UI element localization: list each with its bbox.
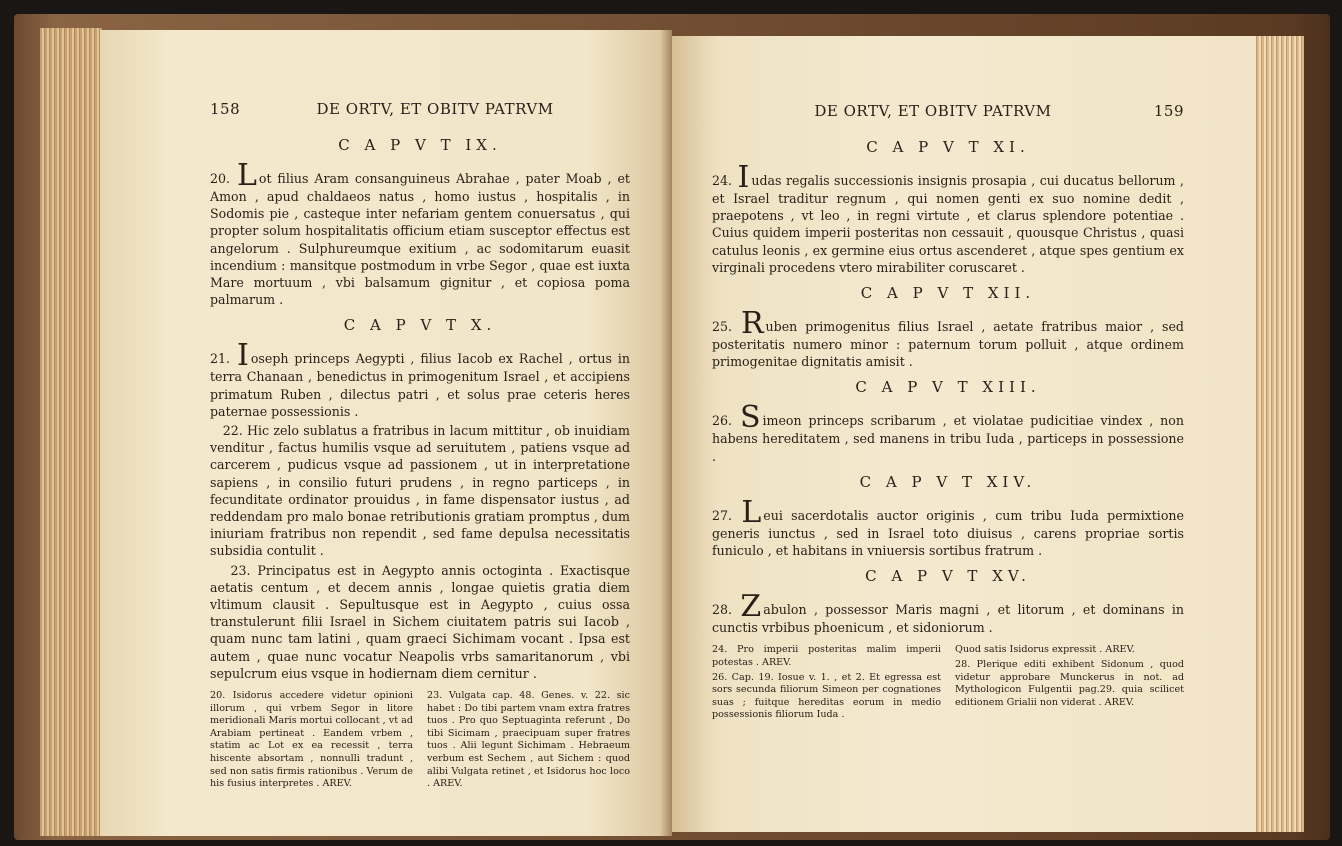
chapter-xii — [712, 284, 1184, 370]
right-running-title: DE ORTV, ET OBITV PATRVM — [814, 102, 1052, 120]
paragraph-number: 26. — [712, 413, 733, 429]
chapter-heading: C A P V T X. — [343, 316, 497, 335]
paragraph-text: imeon princeps scribarum , et violatae pudicitiae vindex , non habens hereditatem , sed manens in tribu Iuda , particeps in possessione . — [712, 413, 1184, 464]
initial-letter: I — [236, 338, 249, 374]
chapter-x — [210, 316, 630, 682]
left-footnotes — [210, 690, 630, 793]
initial-letter: R — [740, 306, 764, 342]
chapter-heading: C A P V T XIV. — [859, 472, 1037, 491]
paragraph-text: eui sacerdotalis auctor originis , cum tribu Iuda permixtione generis iunctus , sed in Israel toto diuisus , carens propriae sortis funiculo , et habitans in vniuersis sortibus fratrum . — [712, 507, 1184, 559]
chapter-heading: C A P V T XII. — [860, 284, 1036, 303]
chapter-heading: C A P V T XIII. — [855, 378, 1041, 397]
paragraph-20 — [210, 158, 630, 308]
paragraph-24 — [712, 160, 1184, 276]
paragraph-23 — [210, 562, 630, 682]
page-edges-right — [1252, 36, 1304, 832]
footnote: 20. Isidorus accedere videtur opinioni illorum , qui vrbem Segor in litore meridionali Maris mortui collocant , vt ad Arabiam pertineat . Eandem vrbem , statim ac Lot ex ea recessit , terra hiscente absortam , nonnulli tradunt , sed non satis firmis rationibus . Verum de his fusius interpretes . AREV. — [210, 690, 413, 790]
paragraph-number: 20. — [210, 171, 231, 186]
footnote-column-right — [955, 644, 1184, 724]
right-page — [672, 36, 1256, 832]
footnote-column-left — [712, 644, 941, 724]
paragraph-text: uben primogenitus filius Israel , aetate fratribus maior , sed posteritatis numero minor : paternum torum polluit , atque ordinem primogenitae dignitatis amisit . — [712, 319, 1184, 370]
paragraph-26 — [712, 400, 1184, 464]
chapter-heading: C A P V T XV. — [865, 567, 1031, 586]
chapter-ix — [210, 136, 630, 308]
paragraph-text: ot filius Aram consanguineus Abrahae , pater Moab , et Amon , apud chaldaeos natus , homo iustus , hospitalis , in Sodomis pie , casteque inter nefariam gentem conuersatus , qui propter solum hospitalitatis officium etiam susceptor effectus est angelorum . Sulphureumque exitium , ac sodomitarum euasit incendium : mansitque postmodum in vrbe Segor , quae est iuxta Mare mortuum , vbi balsamum gignitur , et copiosa poma palmarum . — [210, 171, 630, 308]
initial-letter: I — [737, 160, 750, 195]
paragraph-28 — [712, 589, 1184, 636]
chapter-xiv — [712, 473, 1184, 559]
paragraph-number: 22. — [222, 423, 243, 439]
right-page-number: 159 — [1153, 102, 1184, 120]
right-running-head — [712, 102, 1184, 120]
initial-letter: L — [741, 494, 762, 530]
paragraph-number: 21. — [210, 351, 231, 367]
paragraph-text: Hic zelo sublatus a fratribus in lacum mittitur , ob inuidiam venditur , factus humilis vsque ad seruitutem , patiens vsque ad carcerem , pudicus vsque ad passionem , ut in interpretatione sapiens , in consilio futuri prudens , in regno particeps , in fecunditate ordinator prouidus , in fame dispensator iustus , ad reddendam pro malo bonae retributionis gratiam promptus , dum iniuriam fratribus non rependit , sed fame depulsa necessitatis subsidia contulit . — [210, 423, 630, 559]
paragraph-number: 28. — [712, 602, 733, 618]
left-running-title: DE ORTV, ET OBITV PATRVM — [316, 100, 554, 118]
paragraph-number: 27. — [712, 507, 733, 523]
chapter-xv — [712, 567, 1184, 636]
footnote: Quod satis Isidorus expressit . AREV. — [955, 644, 1135, 656]
footnote-column-left — [210, 690, 413, 793]
paragraph-text: oseph princeps Aegypti , filius Iacob ex Rachel , ortus in terra Chanaan , benedictus in primogenitum Israel , et accipiens primatum Ruben , dilectus patri , et solus prae ceteris heres paternae possessionis . — [210, 351, 630, 419]
page-edges-left — [40, 28, 102, 836]
initial-letter: Z — [740, 589, 762, 625]
chapter-heading: C A P V T IX. — [338, 136, 502, 154]
footnote: 24. Pro imperii posteritas malim imperii potestas . AREV. — [712, 644, 941, 669]
left-running-head — [210, 100, 630, 118]
paragraph-text: abulon , possessor Maris magni , et litorum , et dominans in cunctis vrbibus phoenicum , et sidoniorum . — [712, 602, 1184, 636]
paragraph-number: 23. — [230, 562, 251, 578]
chapter-xiii — [712, 378, 1184, 464]
initial-letter: L — [236, 158, 257, 193]
initial-letter: S — [739, 400, 761, 436]
chapter-xi — [712, 138, 1184, 276]
paragraph-text: Principatus est in Aegypto annis octoginta . Exactisque aetatis centum , et decem annis , longae quietis gratia diem vltimum clausit . Sepultusque est in Aegypto , cuius ossa transtulerunt filii Israel in Sichem ciuitatem patris sui Iacob , quam nunc tam latini , quam graeci Sichimam vocant . Ipsa est autem , quae nunc vocatur Neapolis vrbs samaritanorum , vbi sepulcrum eius vsque in hodiernam diem cernitur . — [210, 562, 630, 681]
footnote: 26. Cap. 19. Iosue v. 1. , et 2. Et egressa est sors secunda filiorum Simeon per cognationes suas ; fuitque hereditas eorum in medio possessionis filiorum Iuda . — [712, 671, 941, 721]
footnote: 28. Plerique editi exhibent Sidonum , quod videtur approbare Munckerus in not. ad Mythologicon Fulgentii pag.29. quia scilicet editionem Grialii non viderat . AREV. — [955, 659, 1184, 708]
paragraph-text: udas regalis successionis insignis prosapia , cui ducatus bellorum , et Israel traditur regnum , qui nomen genti ex suo nomine dedit , praepotens , vt leo , in regni virtute , et clarus splendore potentiae . Cuius quidem imperii posteritas non cessauit , quousque Christus , quasi catulus leonis , ex germine eius ortus ascenderet , atque spes gentium ex virginali procedens vtero mirabiliter coruscaret . — [712, 173, 1184, 275]
left-page — [100, 30, 672, 836]
paragraph-22 — [210, 422, 630, 560]
footnote: 23. Vulgata cap. 48. Genes. v. 22. sic habet : Do tibi partem vnam extra fratres tuos . Pro quo Septuaginta referunt , Do tibi Sicimam , praecipuam super fratres tuos . Alii legunt Sichimam . Hebraeum verbum est Sechem , aut Sichem : quod alibi Vulgata retinet , et Isidorus hoc loco . AREV. — [427, 690, 630, 790]
paragraph-25 — [712, 306, 1184, 370]
paragraph-number: 25. — [712, 319, 733, 335]
paragraph-number: 24. — [712, 173, 733, 188]
chapter-heading: C A P V T XI. — [866, 138, 1030, 156]
right-footnotes — [712, 644, 1184, 724]
paragraph-27 — [712, 494, 1184, 559]
footnote-column-right — [427, 690, 630, 793]
left-page-number: 158 — [210, 100, 241, 118]
paragraph-21 — [210, 338, 630, 420]
